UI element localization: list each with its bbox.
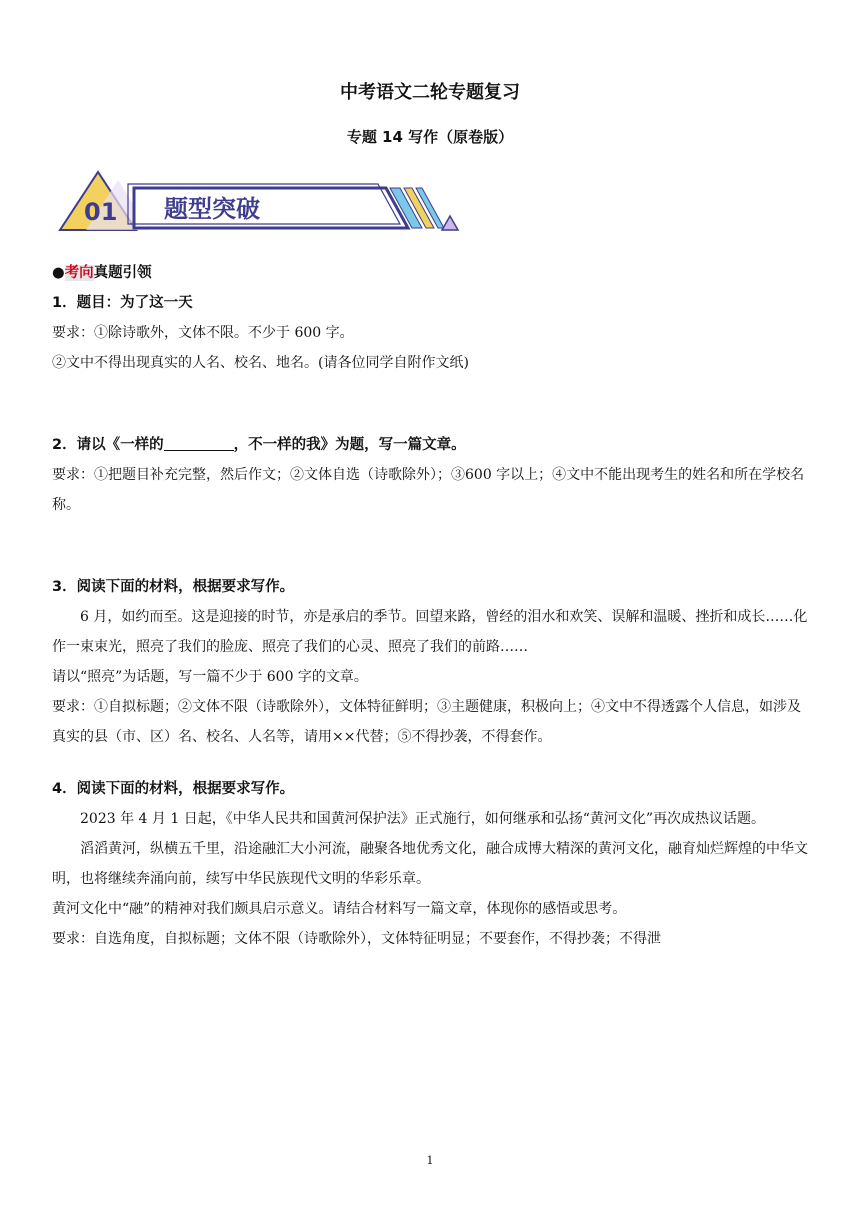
q4-heading: 4．阅读下面的材料，根据要求写作。	[52, 781, 295, 797]
q1-heading: 1．题目：为了这一天	[52, 295, 193, 311]
fill-in-blank	[164, 434, 234, 451]
document-body	[52, 258, 812, 954]
banner-label: 题型突破	[164, 195, 260, 223]
q3-material: 6 月，如约而至。这是迎接的时节，亦是承启的季节。回望来路，曾经的泪水和欢笑、误解和温暖、挫折和成长……化作一束束光，照亮了我们的脸庞、照亮了我们的心灵、照亮了我们的前路……	[52, 609, 808, 655]
q1-requirement-1: 要求：①除诗歌外，文体不限。不少于 600 字。	[52, 325, 354, 341]
page-subtitle: 专题 14 写作（原卷版）	[346, 128, 514, 146]
page-number: 1	[426, 1154, 434, 1167]
highlight-kaoxiang: 考向	[64, 265, 94, 281]
banner-number: 01	[84, 198, 118, 226]
q4-requirement: 要求：自选角度，自拟标题；文体不限（诗歌除外），文体特征明显；不要套作，不得抄袭；不得泄	[52, 931, 661, 947]
q3-heading: 3．阅读下面的材料，根据要求写作。	[52, 579, 295, 595]
section-heading: ●考向真题引领	[52, 265, 152, 281]
section-banner	[56, 168, 466, 238]
q3-requirement: 要求：①自拟标题；②文体不限（诗歌除外），文体特征鲜明；③主题健康，积极向上；④文中不得透露个人信息，如涉及真实的县（市、区）名、校名、人名等，请用××代替；⑤不得抄袭，不得套作。	[52, 699, 801, 745]
q4-paragraph-1: 2023 年 4 月 1 日起，《中华人民共和国黄河保护法》正式施行，如何继承和弘扬“黄河文化”再次成热议话题。	[80, 811, 766, 827]
banner-small-triangle	[442, 216, 458, 230]
q3-prompt: 请以“照亮”为话题，写一篇不少于 600 字的文章。	[52, 669, 368, 685]
q2-requirement: 要求：①把题目补充完整，然后作文；②文体自选（诗歌除外）；③600 字以上；④文中不能出现考生的姓名和所在学校名称。	[52, 467, 805, 513]
q2-heading: 2．请以《一样的 ，不一样的我》为题，写一篇文章。	[52, 430, 812, 460]
q4-paragraph-2: 滔滔黄河，纵横五千里，沿途融汇大小河流，融聚各地优秀文化，融合成博大精深的黄河文化，融育灿烂辉煌的中华文明，也将继续奔涌向前，续写中华民族现代文明的华彩乐章。	[52, 841, 808, 887]
q1-requirement-2: ②文中不得出现真实的人名、校名、地名。(请各位同学自附作文纸)	[52, 355, 469, 371]
page-title: 中考语文二轮专题复习	[340, 82, 520, 103]
q4-prompt: 黄河文化中“融”的精神对我们颇具启示意义。请结合材料写一篇文章，体现你的感悟或思考。	[52, 901, 627, 917]
